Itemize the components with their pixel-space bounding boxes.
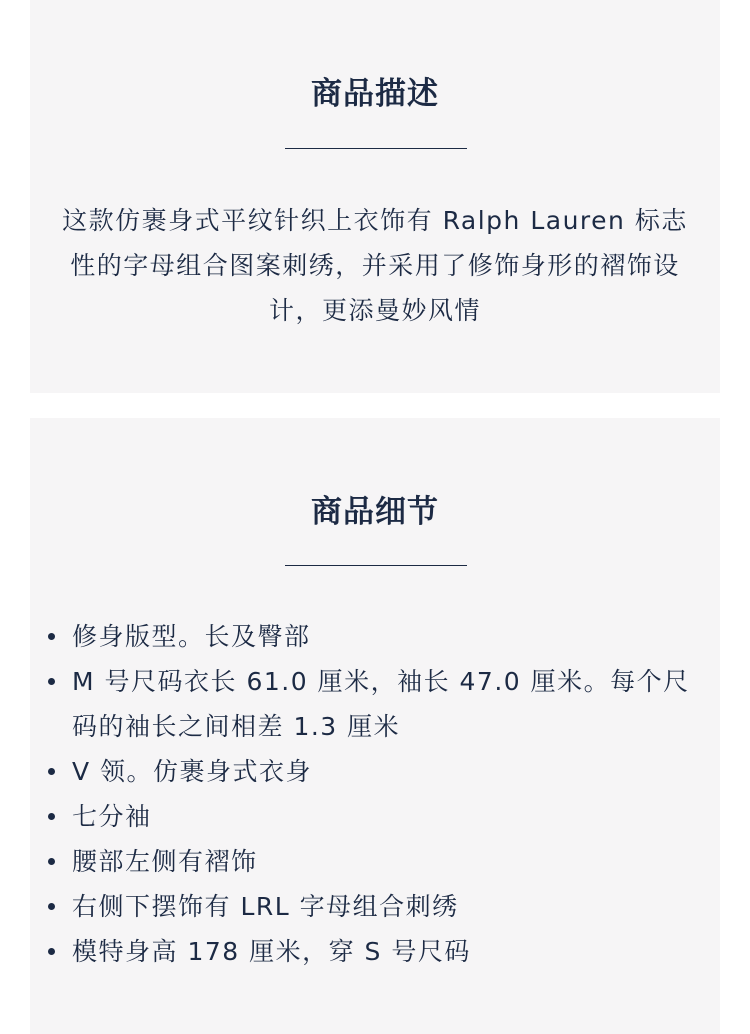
list-item bbox=[30, 884, 720, 929]
list-item bbox=[30, 794, 720, 839]
list-item-text: M 号尺码衣长 61.0 厘米，袖长 47.0 厘米。每个尺码的袖长之间相差 1.3 厘米 bbox=[72, 667, 690, 741]
list-item-text: 七分袖 bbox=[72, 802, 152, 831]
product-details-list bbox=[30, 614, 720, 974]
bullet-icon bbox=[48, 948, 55, 955]
list-item bbox=[30, 929, 720, 974]
list-item-text: 修身版型。长及臀部 bbox=[72, 622, 311, 651]
bullet-icon bbox=[48, 813, 55, 820]
bullet-icon bbox=[48, 633, 55, 640]
list-item-text: V 领。仿裹身式衣身 bbox=[72, 757, 313, 786]
bullet-icon bbox=[48, 678, 55, 685]
list-item-text: 腰部左侧有褶饰 bbox=[72, 847, 258, 876]
product-details-title: 商品细节 bbox=[311, 494, 439, 530]
description-divider bbox=[285, 148, 467, 149]
product-details-card bbox=[30, 418, 720, 1034]
list-item bbox=[30, 839, 720, 884]
bullet-icon bbox=[48, 768, 55, 775]
list-item bbox=[30, 659, 720, 749]
product-description-title: 商品描述 bbox=[311, 76, 439, 112]
product-description-card bbox=[30, 0, 720, 393]
list-item bbox=[30, 614, 720, 659]
product-description-text: 这款仿裹身式平纹针织上衣饰有 Ralph Lauren 标志性的字母组合图案刺绣，并采用了修饰身形的褶饰设计，更添曼妙风情 bbox=[62, 206, 688, 325]
bullet-icon bbox=[48, 858, 55, 865]
list-item bbox=[30, 749, 720, 794]
list-item-text: 右侧下摆饰有 LRL 字母组合刺绣 bbox=[72, 892, 459, 921]
bullet-icon bbox=[48, 903, 55, 910]
details-divider bbox=[285, 565, 467, 566]
list-item-text: 模特身高 178 厘米，穿 S 号尺码 bbox=[72, 937, 471, 966]
